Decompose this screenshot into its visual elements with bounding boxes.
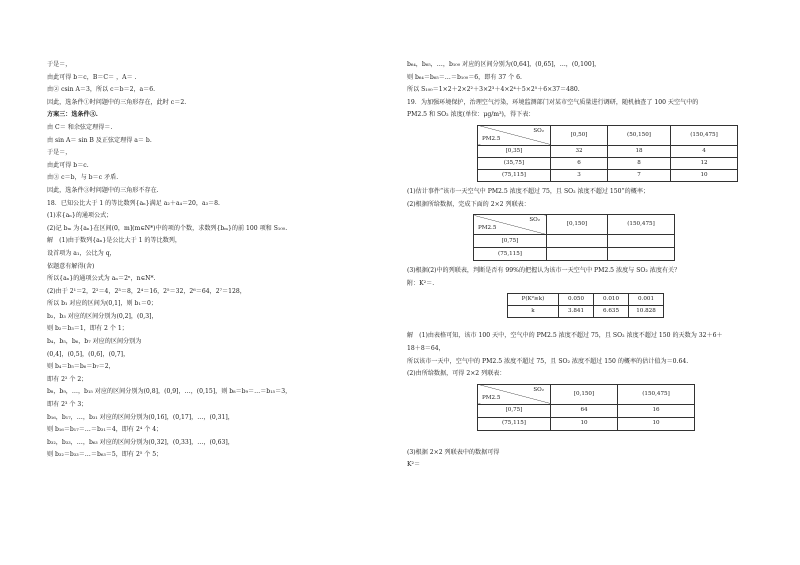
text-line: 由 sin A＝ sin B 及正弦定理得 a＝ b.	[47, 136, 152, 144]
corner-col-label: SO₂	[533, 386, 544, 393]
text-line: 所以 b₁ 对应的区间为(0,1]，则 b₁＝0；	[47, 300, 157, 308]
table-cell	[547, 235, 608, 248]
corner-row-label: PM2.5	[478, 225, 497, 232]
table-cell: 0.001	[629, 294, 664, 306]
text-line: (3)根据 2×2 列联表中的数据可得	[407, 448, 500, 456]
text-line: 所以 S₁₀₀＝1×2＋2×2²＋3×2³＋4×2⁴＋5×2⁵＋6×37＝480.	[407, 86, 580, 94]
text-line: (3)根据(2)中的列联表，判断是否有 99%的把握认为该市一天空气中 PM2.5 浓度与 SO₂ 浓度有关？	[407, 267, 681, 275]
text-line: 解 (1)由表格可知，该市 100 天中，空气中的 PM2.5 浓度不超过 75，且 SO₂ 浓度不超过 150 的天数为 32＋6＋	[407, 332, 723, 340]
text-line: 因此，选条件③时问题中的三角形不存在.	[47, 186, 159, 194]
text-line: 则 b₂＝b₃＝1，即有 2 个 1；	[47, 325, 128, 333]
table-cell: 10	[618, 417, 695, 430]
table-cell: 32	[551, 145, 608, 157]
table-cell: 10.828	[629, 306, 664, 318]
text-line: 由③ c＝b，与 b＝c 矛盾.	[47, 174, 119, 182]
corner-col-label: SO₂	[529, 217, 540, 224]
corner-row-label: PM2.5	[482, 394, 501, 401]
text-line: 所以该市一天中，空气中的 PM2.5 浓度不超过 75，且 SO₂ 浓度不超过 150 的概率的估计值为＝0.64.	[407, 357, 689, 365]
table-cell	[608, 235, 675, 248]
column-header: (50,150]	[608, 125, 671, 145]
text-line: 由 C＝ 和余弦定理得＝.	[47, 123, 113, 131]
text-line: 则 b₃₂＝b₃₃＝…＝b₆₃＝5，即有 2⁵ 个 5；	[47, 451, 163, 459]
text-line: 因此，选条件①时问题中的三角形存在，此时 c＝2.	[47, 98, 187, 106]
table-corner	[478, 384, 551, 404]
table-cell	[608, 248, 675, 261]
text-line: (2)由于 2¹＝2，2²＝4，2³＝8，2⁴＝16，2⁵＝32，2⁶＝64，2⁷＝128，	[47, 287, 246, 295]
contingency-table-blank	[473, 214, 675, 261]
column-header: (150,475]	[671, 125, 738, 145]
table-row	[474, 235, 675, 248]
column-header: [0,50]	[551, 125, 608, 145]
text-line: (2)记 bₘ 为{aₙ}在区间(0，m](m∈N*)中的项的个数，求数列{bₘ}的前 100 项和 S₁₀₀.	[47, 224, 288, 232]
column-header: (150,475]	[618, 384, 695, 404]
text-line: b₂，b₃ 对应的区间分别为(0,2]，(0,3]，	[47, 312, 158, 320]
text-line: (1)求{aₙ}的通项公式；	[47, 212, 113, 220]
text-line: 则 b₆₄＝b₆₅＝…＝b₁₀₀＝6，即有 37 个 6.	[407, 73, 522, 81]
table-cell: 3	[551, 169, 608, 181]
row-header: [0,35]	[478, 145, 551, 157]
text-line: (1)估计事件“该市一天空气中 PM2.5 浓度不超过 75，且 SO₂ 浓度不超过 150”的概率；	[407, 187, 650, 195]
table-row	[478, 404, 695, 417]
text-line: (2)根据所给数据，完成下面的 2×2 列联表：	[407, 200, 530, 208]
problem-18: 18．已知公比大于 1 的等比数列{aₙ}满足 a₂＋a₄＝20，a₃＝8.	[47, 199, 220, 207]
text-line: 18＋8＝64，	[407, 344, 445, 352]
right-column	[407, 59, 757, 472]
section-heading: 方案三：选条件③.	[47, 111, 98, 119]
row-header: k	[508, 306, 559, 318]
table-cell: 3.841	[559, 306, 594, 318]
text-line: 所以{aₙ}的通项公式为 aₙ＝2ⁿ，n∈N*.	[47, 275, 156, 283]
row-header: P(K²≥k)	[508, 294, 559, 306]
text-line: 由此可得 b＝c，B＝C＝ ，A＝ .	[47, 73, 137, 81]
row-header: (75,115]	[474, 248, 547, 261]
contingency-table-filled	[477, 384, 695, 431]
row-header: [0,75]	[478, 404, 551, 417]
text-line: 则 b₁₆＝b₁₇＝…＝b₃₁＝4，即有 2⁴ 个 4；	[47, 426, 163, 434]
problem-19: 19．为加强环境保护，治理空气污染，环境监测部门对某市空气质量进行调研，随机抽查了 100 天空气中的	[407, 98, 699, 106]
table-cell: 8	[608, 157, 671, 169]
text-line: b₈，b₉，…，b₁₅ 对应的区间分别为(0,8]，(0,9]，…，(0,15]，则 b₈＝b₉＝…＝b₁₅＝3，	[47, 388, 292, 396]
left-column	[47, 59, 382, 462]
table-cell: 18	[608, 145, 671, 157]
text-line: 于是＝，	[47, 149, 72, 157]
table-corner	[474, 215, 547, 235]
table-cell: 6.635	[594, 306, 629, 318]
corner-row-label: PM2.5	[482, 135, 501, 142]
text-line: 由此可得 b＝c.	[47, 161, 89, 169]
critical-value-table	[507, 293, 664, 318]
text-line: b₁₆，b₁₇，…，b₃₁ 对应的区间分别为(0,16]，(0,17]，…，(0,31]，	[47, 413, 234, 421]
table-cell: 0.050	[559, 294, 594, 306]
text-line: b₆₄，b₆₅，…，b₁₀₀ 对应的区间分别为(0,64]，(0,65]，…，(0,100]，	[407, 61, 601, 68]
table-cell: 7	[608, 169, 671, 181]
row-header: [0,75]	[474, 235, 547, 248]
text-line: 设首项为 a₁，公比为 q，	[47, 249, 116, 257]
text-line: 附：K²＝.	[407, 279, 435, 287]
table-cell: 16	[618, 404, 695, 417]
table-cell: 0.010	[594, 294, 629, 306]
table-cell: 6	[551, 157, 608, 169]
text-line: (2)由所给数据，可得 2×2 列联表：	[407, 370, 506, 378]
text-line: 即有 2³ 个 3；	[47, 401, 88, 409]
text-line: K²＝	[407, 461, 421, 469]
table-cell: 10	[671, 169, 738, 181]
text-line: 则 b₄＝b₅＝b₆＝b₇＝2，	[47, 363, 115, 371]
row-header: (35,75]	[478, 157, 551, 169]
table-cell: 64	[551, 404, 618, 417]
table-row	[508, 294, 664, 306]
corner-col-label: SO₂	[533, 127, 544, 134]
table-row	[478, 157, 738, 169]
table-row	[478, 145, 738, 157]
text-line: b₃₂，b₃₃，…，b₆₃ 对应的区间分别为(0,32]，(0,33]，…，(0,63]，	[47, 438, 234, 446]
column-header: [0,150]	[547, 215, 608, 235]
table-corner	[478, 125, 551, 145]
table-cell: 10	[551, 417, 618, 430]
text-line: 即有 2² 个 2；	[47, 375, 88, 383]
table-row	[508, 306, 664, 318]
row-header: (75,115]	[478, 169, 551, 181]
text-line: 解 (1)由于数列{aₙ}是公比大于 1 的等比数列，	[47, 237, 181, 245]
text-line: PM2.5 和 SO₂ 浓度(单位：μg/m³)，得下表：	[407, 111, 535, 119]
table-cell: 4	[671, 145, 738, 157]
pollution-table	[477, 125, 738, 182]
row-header: (75,115]	[478, 417, 551, 430]
table-row	[474, 248, 675, 261]
column-header: [0,150]	[551, 384, 618, 404]
table-cell: 12	[671, 157, 738, 169]
text-line: 依题意有解得(舍)	[47, 262, 95, 270]
table-cell	[547, 248, 608, 261]
text-line: 由② csin A＝3，所以 c＝b＝2，a＝6.	[47, 86, 156, 94]
text-line: (0,4]，(0,5]，(0,6]，(0,7]，	[47, 350, 130, 358]
column-header: (150,475]	[608, 215, 675, 235]
table-row	[478, 169, 738, 181]
table-row	[478, 417, 695, 430]
text-line: 于是＝，	[47, 61, 72, 68]
text-line: b₄，b₅，b₆，b₇ 对应的区间分别为	[47, 338, 142, 346]
